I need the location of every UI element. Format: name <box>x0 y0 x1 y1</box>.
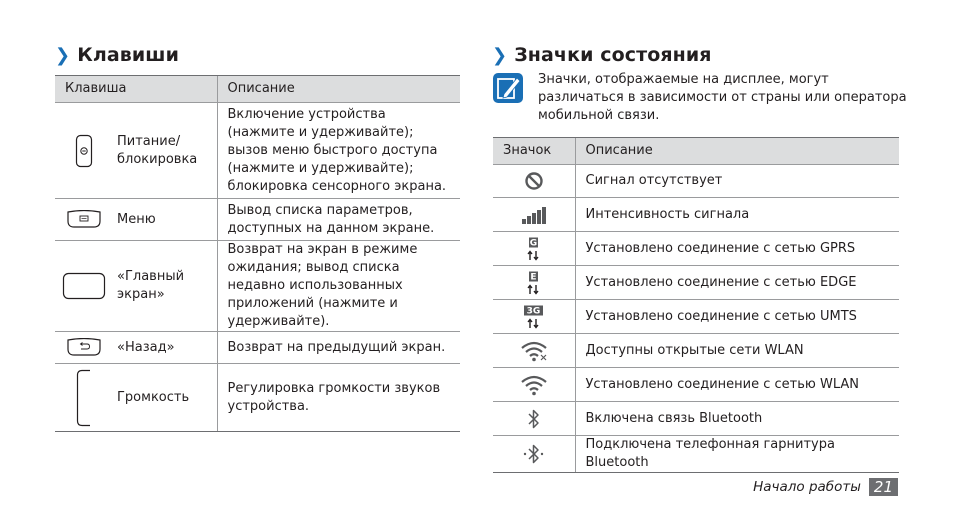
status-header-icon: Значок <box>493 138 575 165</box>
table-row <box>493 334 899 368</box>
power-lock-key-icon <box>75 134 93 168</box>
no-signal-icon <box>524 171 544 191</box>
keys-title-text: Клавиши <box>77 44 179 66</box>
network-badge: E <box>530 272 537 283</box>
key-desc: Возврат на предыдущий экран. <box>217 332 460 364</box>
table-row <box>493 436 899 473</box>
gprs-icon <box>524 237 544 261</box>
home-key-icon <box>62 272 106 300</box>
keys-header-key: Клавиша <box>55 76 217 103</box>
table-row <box>493 368 899 402</box>
status-section-title <box>492 44 712 66</box>
chevron-right-icon: ❯ <box>55 45 71 66</box>
chevron-right-icon: ❯ <box>492 45 508 66</box>
status-title-text: Значки состояния <box>514 44 712 66</box>
page-number: 21 <box>869 478 898 496</box>
table-row <box>493 198 899 232</box>
key-desc: Включение устройства (нажмите и удерживайте); вызов меню быстрого доступа (нажмите и удерживайте); блокировка сенсорного экрана. <box>217 103 460 199</box>
edge-icon <box>524 271 544 295</box>
page-footer <box>753 478 898 496</box>
status-desc: Подключена телефонная гарнитура Bluetooth <box>575 436 899 473</box>
network-badge: 3G <box>526 306 541 317</box>
key-desc: Вывод списка параметров, доступных на данном экране. <box>217 199 460 241</box>
footer-section-name: Начало работы <box>753 479 861 495</box>
status-header-desc: Описание <box>575 138 899 165</box>
key-label: Питание/ блокировка <box>113 103 217 199</box>
network-badge: G <box>529 238 537 249</box>
key-desc: Возврат на экран в режиме ожидания; вывод списка недавно использованных приложений (нажмите и удерживайте). <box>217 241 460 332</box>
key-label: «Назад» <box>113 332 217 364</box>
back-key-icon <box>67 338 101 356</box>
umts-icon <box>522 305 546 329</box>
status-icons-table <box>493 137 899 473</box>
status-desc: Установлено соединение с сетью GPRS <box>575 232 899 266</box>
bluetooth-headset-icon <box>522 443 546 465</box>
menu-key-icon <box>67 210 101 228</box>
volume-key-icon <box>76 369 92 427</box>
table-row <box>493 266 899 300</box>
keys-table <box>55 75 460 432</box>
table-row <box>493 300 899 334</box>
status-desc: Доступны открытые сети WLAN <box>575 334 899 368</box>
key-label: Меню <box>113 199 217 241</box>
table-row <box>493 232 899 266</box>
key-label: «Главный экран» <box>113 241 217 332</box>
keys-section-title <box>55 44 179 66</box>
key-label: Громкость <box>113 364 217 432</box>
table-row <box>55 364 460 432</box>
wlan-connected-icon <box>520 374 548 396</box>
signal-strength-icon <box>521 205 547 225</box>
status-desc: Сигнал отсутствует <box>575 165 899 198</box>
status-desc: Установлено соединение с сетью EDGE <box>575 266 899 300</box>
keys-header-desc: Описание <box>217 76 460 103</box>
note-pencil-icon <box>492 72 524 104</box>
key-desc: Регулировка громкости звуков устройства. <box>217 364 460 432</box>
status-desc: Интенсивность сигнала <box>575 198 899 232</box>
table-row <box>55 103 460 199</box>
table-row <box>493 402 899 436</box>
status-desc: Установлено соединение с сетью UMTS <box>575 300 899 334</box>
status-desc: Установлено соединение с сетью WLAN <box>575 368 899 402</box>
table-row <box>55 241 460 332</box>
wlan-open-icon <box>520 340 548 362</box>
table-row <box>55 332 460 364</box>
bluetooth-icon <box>527 408 541 430</box>
table-row <box>55 199 460 241</box>
note-text: Значки, отображаемые на дисплее, могут различаться в зависимости от страны или оператора мобильной связи. <box>538 72 907 123</box>
status-desc: Включена связь Bluetooth <box>575 402 899 436</box>
table-row <box>493 165 899 198</box>
